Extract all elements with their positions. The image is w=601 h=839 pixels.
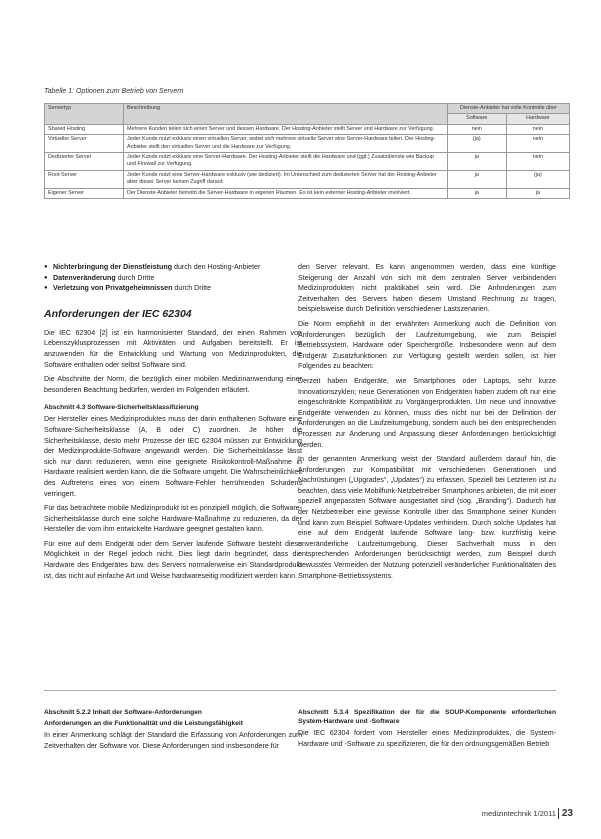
cell-hardware: (ja) xyxy=(506,170,569,188)
list-item-text: durch den Hosting-Anbieter xyxy=(172,263,261,271)
right-column xyxy=(298,262,556,585)
list-item-bold: Nichterbringung der Dienstleistung xyxy=(53,263,173,271)
list-item-bold: Datenveränderung xyxy=(53,273,116,282)
list-item-bold: Verletzung von Privatgeheimnissen xyxy=(53,284,173,293)
left-column xyxy=(44,262,302,585)
cell-type: Eigener Server xyxy=(45,188,124,198)
paragraph: Für das betrachtete mobile Medizinprodukt ist es prinzipiell möglich, die Software-Sicherheitsklasse durch eine solche Hardware-Maßnahme zu reduzieren, da der Hersteller die vom ihm entwickelte Hardware geeignet gestalten kann. xyxy=(44,504,302,534)
cell-software: ja xyxy=(447,170,506,188)
paragraph: den Server relevant. Es kann angenommen werden, dass eine künftige Steigerung der Anzahl von sich mit dem zentralen Server verbindenden Medizinprodukten nicht praktikabel sein wird. Die Anforderungen zum Zeitverhalten des Servers haben diesem Umstand Rechnung zu tragen, beispielsweise durch Definition verschiedener Lastszenarien. xyxy=(298,263,556,314)
paragraph: Für eine auf dem Endgerät oder dem Server laufende Software besteht diese Möglichkeit in der Regel jedoch nicht. Dies liegt darin begründet, dass die Hardware des Endgerätes bzw. des Servers normalerweise ein Standardprodukt ist, das nicht auf einfache Art und Weise hardwareseitig modifiziert werden kann. xyxy=(44,539,302,580)
section-heading: Anforderungen der IEC 62304 xyxy=(44,307,192,320)
header-servertyp: Servertyp xyxy=(45,104,124,125)
cell-type: Root-Server xyxy=(45,170,124,188)
table-row xyxy=(45,153,570,171)
table-caption: Tabelle 1: Optionen zum Betrieb von Servern xyxy=(44,88,184,95)
cell-desc: Mehrere Kunden teilen sich einen Server und dessen Hardware. Der Hosting-Anbieter stellt Server und Hardware zur Verfügung. xyxy=(124,124,448,134)
subsection-heading: Abschnitt 5.3.4 Spezifikation der für die SOUP-Komponente erforderlichen System-Hardware und -Software xyxy=(298,709,556,725)
page-number: 23 xyxy=(558,808,573,819)
table-row xyxy=(45,124,570,134)
divider xyxy=(44,690,302,691)
table-row xyxy=(45,135,570,153)
paragraph: Die Abschnitte der Norm, die bezüglich einer mobilen Medizinanwendung einer besonderen Beachtung bedürfen, werden im Folgenden erläutert. xyxy=(44,375,302,394)
header-beschreibung: Beschreibung xyxy=(124,104,448,125)
header-control: Dienste-Anbieter hat volle Kontrolle über xyxy=(447,104,569,114)
journal-name: medizintechnik 1/2011 xyxy=(481,809,556,818)
divider xyxy=(298,690,556,691)
cell-software: nein xyxy=(447,124,506,134)
cell-type: Dedizierter Server xyxy=(45,153,124,171)
list-item-text: durch Dritte xyxy=(115,273,155,282)
cell-desc: Der Dienste-Anbieter betreibt die Server-Hardware in eigenen Räumen. Es ist kein externer Hosting-Anbieter involviert. xyxy=(124,188,448,198)
cell-desc: Jeder Kunde nutzt exklusiv einen virtuellen Server, wobei sich mehrere virtuelle Server eine Server-Hardware teilen. Der Hosting-Anbieter stellt den virtuellen Server und die Hardware zur Verfügung. xyxy=(124,135,448,153)
cell-hardware: nein xyxy=(506,135,569,153)
cell-desc: Jeder Kunde nutzt eine Server-Hardware exklusiv (wie dediziert). Im Unterschied zum dedizierten Server hat der Hosting-Anbieter aber dieser Server keinen Zugriff darauf. xyxy=(124,170,448,188)
cell-type: Virtueller Server xyxy=(45,135,124,153)
cell-hardware: nein xyxy=(506,124,569,134)
paragraph: In einer Anmerkung schlägt der Standard die Erfassung von Anforderungen zum Zeitverhalten der Software vor. Diese Anforderungen sind insbesondere für xyxy=(44,731,302,750)
table-row xyxy=(45,170,570,188)
paragraph: Der Hersteller eines Medizinproduktes muss der darin enthaltenen Software eine Software-Sicherheitsklasse (A, B oder C) zuordnen. Je höher die Sicherheitsklasse, desto mehr Prozesse der IEC 62304 müssen zur Entwicklung der Medizinprodukte-Software angewandt werden. Die Sicherheitsklasse lässt sich nur dann reduzieren, wenn eine geeignete Risikokontroll-Maßnahme in Hardware realisiert werden kann, die die Software umgeht. Die Wahrscheinlichkeit des Auftretens eines von einem Software-Fehler herrührenden Schadens verringert. xyxy=(44,415,302,498)
paragraph: In der genannten Anmerkung weist der Standard außerdem darauf hin, die Anforderungen zur Kompatibilität mit verschiedenen Generationen und Nachrüstungen („Upgrades“, „Updates“) zu erfassen. Speziell bei Letzteren ist zu beachten, dass viele Mobilfunk-Netzbetreiber Smartphones anbieten, die mit einer speziell angepassten Software ausgestattet sind (sog. „Branding“). Dadurch hat der Netzbetreiber eine gewisse Kontrolle über das Smartphone seiner Kunden und kann zum Beispiel Software-Updates verhindern. Durch solche Updates hat eine auf dem Endgerät laufende Software lang- bzw. kurzfristig keine unveränderliche Laufzeitumgebung. Dieser Sachverhalt muss in den entsprechenden Anforderungen berücksichtigt werden, zum Beispiel durch bewusstes Vermeiden der Nutzung potenziell veränderlicher Funktionalitäten des Smartphone-Betriebssystems. xyxy=(298,455,556,580)
page-footer xyxy=(482,808,573,819)
paragraph: Die IEC 62304 [2] ist ein harmonisierter Standard, der einen Rahmen von Lebenszyklusprozessen mit Aktivitäten und Aufgaben bereitstellt. Er ist anzuwenden für die Entwicklung und Wartung von Medizinprodukten, die Software enthalten oder selbst Software sind. xyxy=(44,328,302,369)
subsection-heading: Abschnitt 4.3 Software-Sicherheitsklassifizierung xyxy=(44,404,199,412)
bottom-left-section xyxy=(44,700,302,755)
cell-type: Shared Hosting xyxy=(45,124,124,134)
subsection-subheading: Anforderungen an die Funktionalität und die Leistungsfähigkeit xyxy=(44,720,243,727)
list-item xyxy=(44,262,302,273)
paragraph: Derzeit haben Endgeräte, wie Smartphones oder Laptops, sehr kurze Innovationszyklen; neue Generationen von Endgeräten haben zudem oft nur eine eingeschränkte Kompatibilität zu Vorgängerprodukten. Um neue und innovative Endgeräte verwenden zu können, muss dies nicht nur bei der Definition der Anforderungen an die Laufzeitumgebung, sondern auch bei den entsprechenden Prozessen zur Änderung und Anpassung dieser Anforderungen berücksichtigt werden. xyxy=(298,376,556,449)
cell-hardware: nein xyxy=(506,153,569,171)
header-software: Software xyxy=(447,114,506,124)
paragraph: Die Norm empfiehlt in der erwähnten Anmerkung auch die Definition von Anforderungen bezüglich der Laufzeitumgebung, wie zum Beispiel Betriebssystem, Hardware oder Speichergröße. Insbesondere wenn auf dem Endgerät Zusatzfunktionen zur Verfügung gestellt werden sollen, ist hier Folgendes zu beachten: xyxy=(298,319,556,371)
list-item xyxy=(44,273,302,284)
cell-software: ja xyxy=(447,188,506,198)
cell-software: (ja) xyxy=(447,135,506,153)
list-item xyxy=(44,283,302,294)
server-options-table xyxy=(44,103,570,199)
cell-software: ja xyxy=(447,153,506,171)
subsection-heading: Abschnitt 5.2.2 Inhalt der Software-Anforderungen xyxy=(44,709,202,716)
bottom-right-section xyxy=(298,700,556,753)
cell-hardware: ja xyxy=(506,188,569,198)
cell-desc: Jeder Kunde nutzt exklusiv eine Server-Hardware. Der Hosting-Anbieter stellt die Hardware und (ggf.) Zusatzdienste wie Backup und Firewall zur Verfügung. xyxy=(124,153,448,171)
table-row xyxy=(45,188,570,198)
list-item-text: durch Dritte xyxy=(172,284,212,293)
paragraph: Die IEC 62304 fordert vom Hersteller eines Medizinproduktes, die System-Hardware und -Software zu spezifizieren, die für den ordnungsgemäßen Betrieb xyxy=(298,729,556,748)
risk-list xyxy=(44,262,302,294)
header-hardware: Hardware xyxy=(506,114,569,124)
